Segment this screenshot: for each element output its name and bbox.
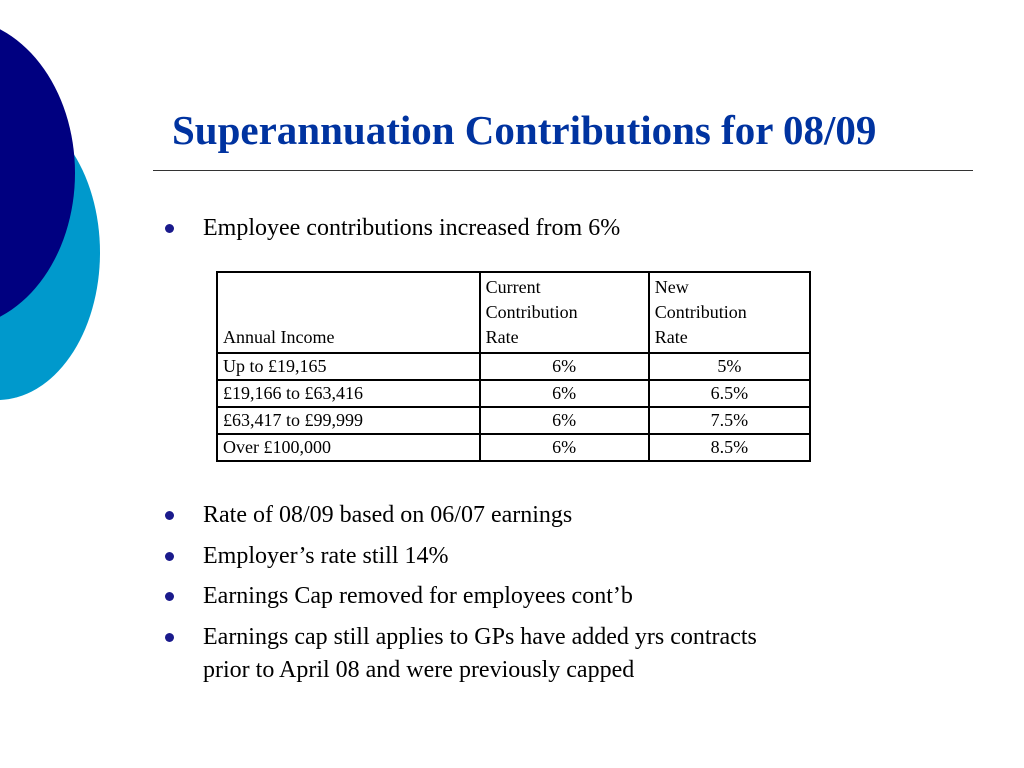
bullet-text: Earnings Cap removed for employees cont’b	[203, 583, 633, 609]
title-divider	[153, 170, 973, 171]
cell-new-rate: 8.5%	[649, 434, 810, 461]
bullet-dot-icon	[165, 224, 174, 233]
cell-new-rate: 5%	[649, 353, 810, 380]
header-new-line: Contribution	[654, 302, 747, 322]
cell-current-rate: 6%	[480, 380, 649, 407]
bullet-text-line: prior to April 08 and were previously capped	[203, 657, 635, 683]
contribution-rates-table	[216, 271, 811, 462]
bullet-dot-icon	[165, 552, 174, 561]
header-current-rate	[480, 272, 649, 353]
bullet-earnings-cap-gps	[165, 621, 885, 687]
slide-title: Superannuation Contributions for 08/09	[172, 107, 877, 153]
cell-income: £63,417 to £99,999	[217, 407, 480, 434]
bullet-dot-icon	[165, 511, 174, 520]
table-row	[217, 434, 810, 461]
cell-new-rate: 6.5%	[649, 380, 810, 407]
cell-current-rate: 6%	[480, 407, 649, 434]
cell-current-rate: 6%	[480, 434, 649, 461]
bullet-text: Employee contributions increased from 6%	[203, 215, 621, 241]
table-row	[217, 353, 810, 380]
table-header-row	[217, 272, 810, 353]
cell-income: £19,166 to £63,416	[217, 380, 480, 407]
bullet-text: Employer’s rate still 14%	[203, 543, 449, 569]
header-new-line: Rate	[654, 327, 688, 347]
table-row	[217, 380, 810, 407]
cell-income: Over £100,000	[217, 434, 480, 461]
cell-income: Up to £19,165	[217, 353, 480, 380]
header-current-line: Current	[485, 277, 541, 297]
bullet-employee-contributions	[165, 212, 885, 245]
table-row	[217, 407, 810, 434]
bullet-rate-basis	[165, 499, 885, 532]
header-new-line: New	[654, 277, 689, 297]
bullet-earnings-cap-removed	[165, 580, 885, 613]
header-current-line: Contribution	[485, 302, 578, 322]
bullet-employer-rate	[165, 540, 885, 573]
bullet-dot-icon	[165, 592, 174, 601]
bullet-text: Rate of 08/09 based on 06/07 earnings	[203, 502, 573, 528]
header-annual-income	[217, 272, 480, 353]
header-income-label: Annual Income	[223, 327, 335, 347]
bullet-text-line: Earnings cap still applies to GPs have added yrs contracts	[203, 624, 757, 650]
cell-current-rate: 6%	[480, 353, 649, 380]
bullet-dot-icon	[165, 633, 174, 642]
header-current-line: Rate	[485, 327, 519, 347]
cell-new-rate: 7.5%	[649, 407, 810, 434]
header-new-rate	[649, 272, 810, 353]
